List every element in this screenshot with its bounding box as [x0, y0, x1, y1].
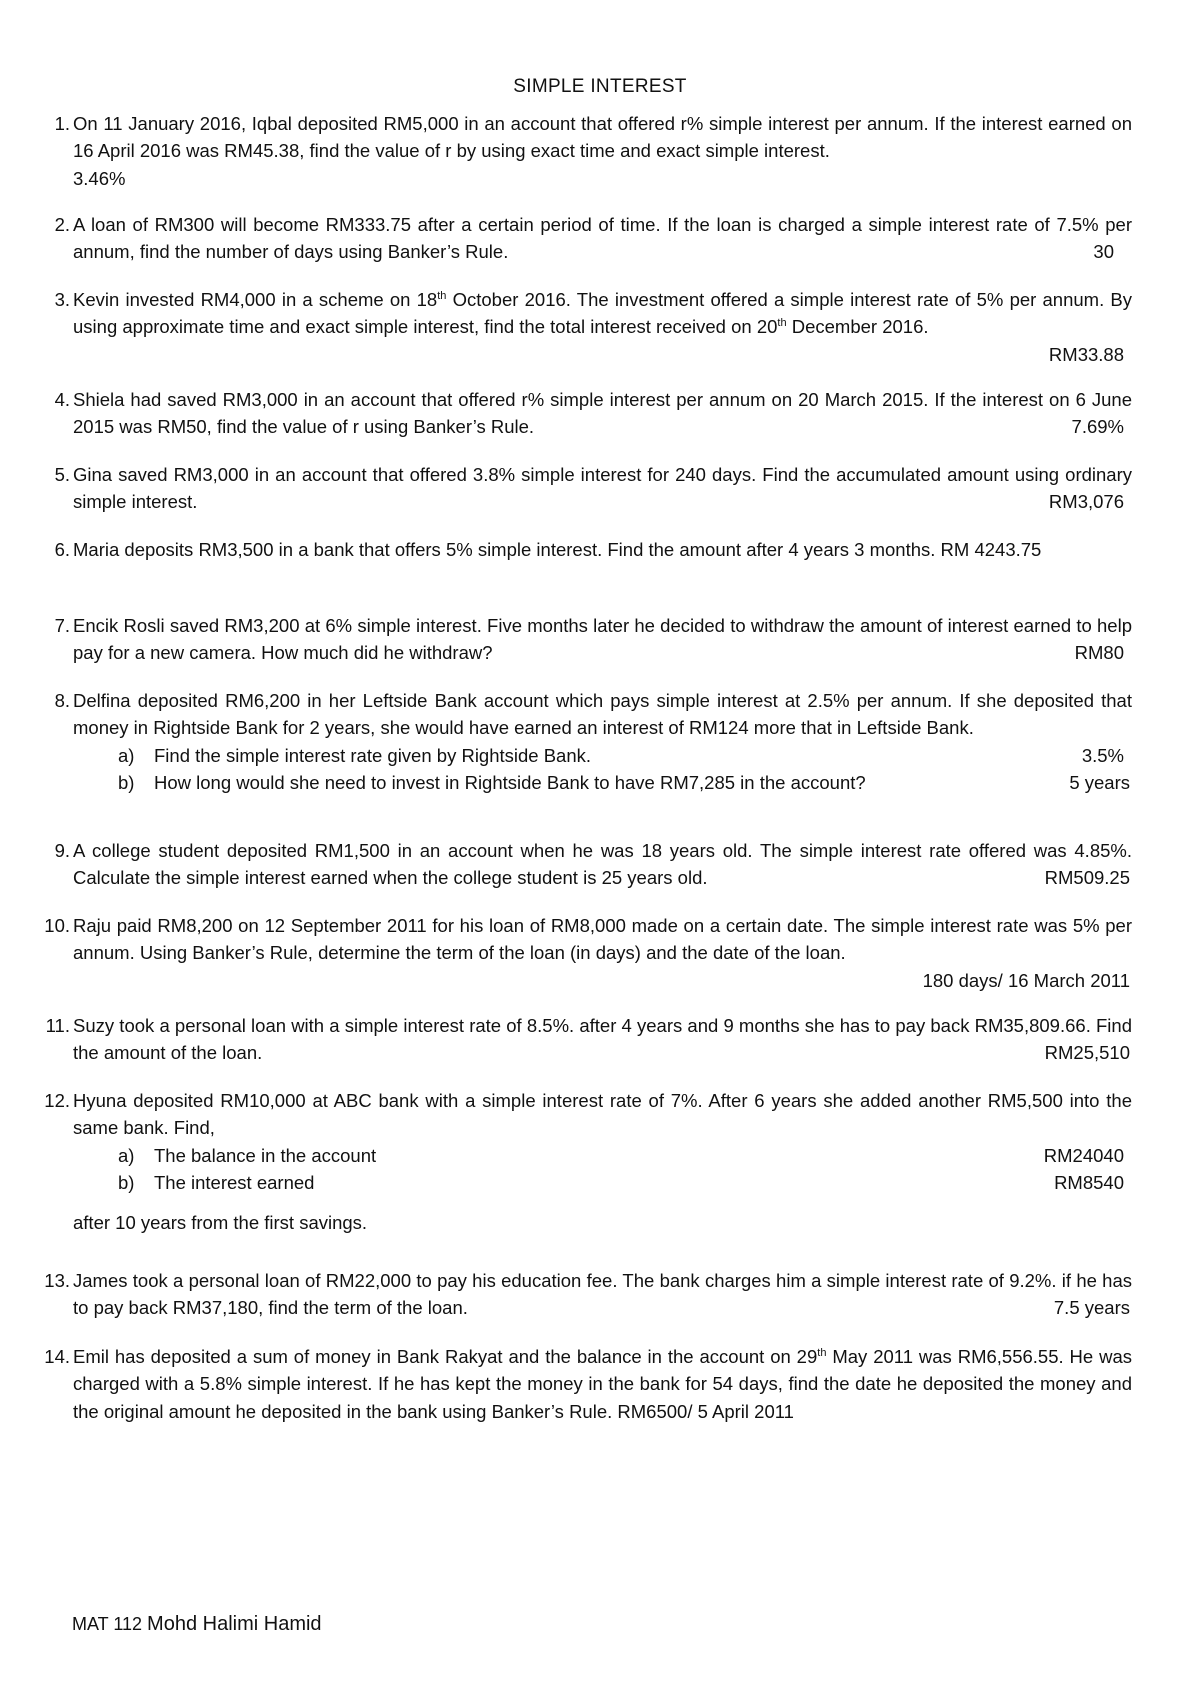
- sub-question-b: [73, 1169, 1132, 1196]
- page-footer: [72, 1613, 322, 1636]
- answer: RM8540: [1054, 1172, 1124, 1194]
- sub-question-text: Find the simple interest rate given by Rightside Bank.: [154, 744, 592, 766]
- question-12: [36, 1087, 1132, 1236]
- sub-question-b: [73, 769, 1132, 796]
- answer: 7.5 years: [1053, 1297, 1130, 1319]
- question-number: 9.: [54, 840, 70, 861]
- answer: RM24040: [1043, 1144, 1124, 1166]
- question-number: 1.: [54, 113, 70, 134]
- question-5: [36, 461, 1132, 516]
- question-6: [36, 536, 1132, 563]
- sub-question-text: The interest earned: [154, 1172, 315, 1194]
- question-number: 7.: [54, 615, 70, 636]
- question-number: 11.: [45, 1015, 70, 1036]
- question-10: [36, 912, 1132, 994]
- author-name: Mohd Halimi Hamid: [147, 1613, 322, 1635]
- answer: RM80: [1074, 642, 1124, 664]
- sub-question-a: [73, 742, 1132, 769]
- question-4: [36, 386, 1132, 441]
- question-text: Encik Rosli saved RM3,200 at 6% simple interest. Five months later he decided to withdraw the amount of interest earned to help pay for a new camera. How much did he withdraw?: [73, 615, 1132, 664]
- sub-question-label: a): [118, 744, 135, 766]
- question-number: 13.: [44, 1270, 70, 1291]
- sub-question-label: a): [118, 1144, 135, 1166]
- question-footnote: after 10 years from the first savings.: [73, 1211, 368, 1233]
- question-13: [36, 1267, 1132, 1322]
- answer: RM33.88: [1048, 343, 1124, 365]
- answer: RM3,076: [1048, 491, 1124, 513]
- question-text: Hyuna deposited RM10,000 at ABC bank with a simple interest rate of 7%. After 6 years she added another RM5,500 into the same bank. Find,: [73, 1090, 1132, 1139]
- sub-question-label: b): [118, 772, 135, 794]
- question-number: 12.: [44, 1090, 70, 1111]
- question-text: A loan of RM300 will become RM333.75 after a certain period of time. If the loan is charged a simple interest rate of 7.5% per annum, find the number of days using Banker’s Rule.: [73, 214, 1132, 263]
- answer: 180 days/ 16 March 2011: [922, 969, 1130, 991]
- question-number: 10.: [44, 915, 70, 936]
- question-text: Emil has deposited a sum of money in Bank Rakyat and the balance in the account on 29th May 2011 was RM6,556.55. He was charged with a 5.8% simple interest. If he has kept the money in the bank for 54 days, find the date he deposited the money and the original amount he deposited in the bank using Banker’s Rule.: [73, 1346, 1133, 1422]
- question-3: [36, 286, 1132, 368]
- question-number: 2.: [54, 214, 70, 235]
- answer: 7.69%: [1071, 416, 1124, 438]
- page-title: SIMPLE INTEREST: [513, 76, 687, 97]
- answer: 5 years: [1069, 772, 1130, 794]
- question-11: [36, 1012, 1132, 1067]
- answer: 3.46%: [73, 167, 126, 189]
- answer: 30: [1093, 241, 1114, 263]
- sub-question-text: The balance in the account: [154, 1144, 377, 1166]
- sub-question-a: [73, 1142, 1132, 1169]
- answer: RM 4243.75: [940, 539, 1042, 560]
- question-9: [36, 837, 1132, 892]
- question-number: 5.: [54, 464, 70, 485]
- question-text: Kevin invested RM4,000 in a scheme on 18th October 2016. The investment offered a simple interest rate of 5% per annum. By using approximate time and exact simple interest, find the total interest received on 20th December 2016.: [73, 289, 1132, 338]
- question-1: [36, 110, 1132, 192]
- question-number: 3.: [54, 289, 70, 310]
- question-8: [36, 687, 1132, 797]
- question-text: Suzy took a personal loan with a simple interest rate of 8.5%. after 4 years and 9 months she has to pay back RM35,809.66. Find the amount of the loan.: [73, 1015, 1132, 1064]
- question-text: Gina saved RM3,000 in an account that offered 3.8% simple interest for 240 days. Find the accumulated amount using ordinary simple interest.: [73, 464, 1132, 513]
- question-text: Maria deposits RM3,500 in a bank that offers 5% simple interest. Find the amount after 4 years 3 months.: [73, 539, 936, 560]
- answer: RM6500/ 5 April 2011: [617, 1400, 794, 1422]
- answer: 3.5%: [1081, 744, 1124, 766]
- question-text: Raju paid RM8,200 on 12 September 2011 for his loan of RM8,000 made on a certain date. The simple interest rate was 5% per annum. Using Banker’s Rule, determine the term of the loan (in days) and the date of the loan.: [73, 915, 1132, 964]
- question-number: 6.: [54, 539, 70, 560]
- question-number: 4.: [54, 389, 70, 410]
- question-2: [36, 211, 1132, 266]
- question-text: Delfina deposited RM6,200 in her Leftside Bank account which pays simple interest at 2.5% per annum. If she deposited that money in Rightside Bank for 2 years, she would have earned an interest of RM124 more that in Leftside Bank.: [73, 690, 1132, 739]
- answer: RM25,510: [1044, 1042, 1130, 1064]
- course-code: MAT 112: [72, 1614, 143, 1634]
- question-14: [36, 1343, 1132, 1425]
- question-text: A college student deposited RM1,500 in an account when he was 18 years old. The simple interest rate offered was 4.85%. Calculate the simple interest earned when the college student is 25 years old.: [73, 840, 1132, 889]
- question-7: [36, 612, 1132, 667]
- question-text: James took a personal loan of RM22,000 to pay his education fee. The bank charges him a simple interest rate of 9.2%. if he has to pay back RM37,180, find the term of the loan.: [73, 1270, 1132, 1319]
- question-number: 8.: [54, 690, 70, 711]
- question-text: Shiela had saved RM3,000 in an account that offered r% simple interest per annum on 20 March 2015. If the interest on 6 June 2015 was RM50, find the value of r using Banker’s Rule.: [73, 389, 1132, 438]
- answer: RM509.25: [1044, 867, 1130, 889]
- sub-question-label: b): [118, 1172, 135, 1194]
- question-text: On 11 January 2016, Iqbal deposited RM5,000 in an account that offered r% simple interest per annum. If the interest earned on 16 April 2016 was RM45.38, find the value of r by using exact time and exact simple interest.: [73, 113, 1132, 162]
- sub-question-text: How long would she need to invest in Rightside Bank to have RM7,285 in the account?: [154, 772, 866, 794]
- question-number: 14.: [44, 1346, 70, 1367]
